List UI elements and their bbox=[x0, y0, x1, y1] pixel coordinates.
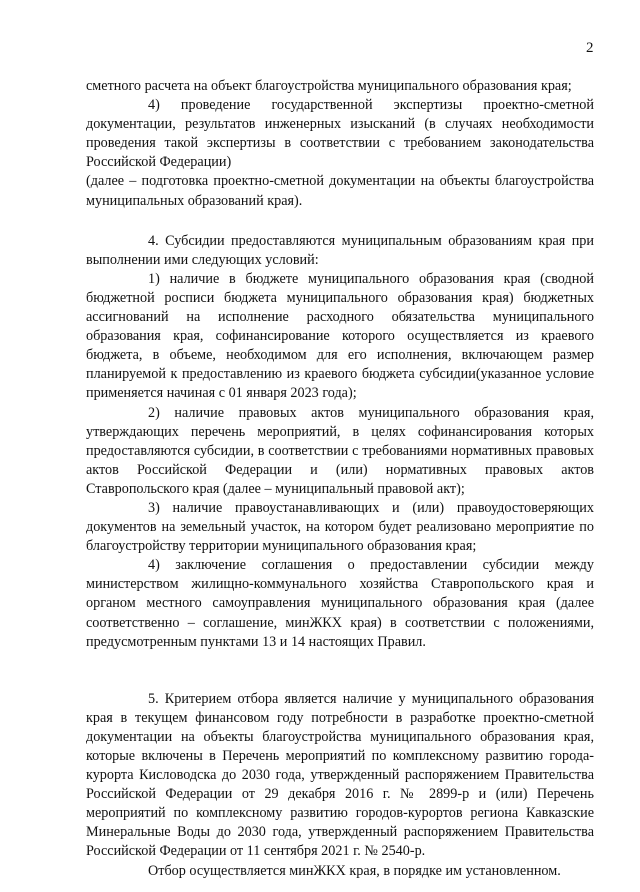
paragraph: сметного расчета на объект благоустройства муниципального образования края; bbox=[86, 78, 572, 94]
paragraph-gap bbox=[86, 211, 594, 232]
document-body bbox=[86, 77, 594, 881]
paragraph: (далее – подготовка проектно-сметной документации на объекты благоустройства муниципальных образований края). bbox=[86, 173, 594, 209]
paragraph: 4) проведение государственной экспертизы проектно-сметной документации, результатов инженерных изысканий (в случаях необходимости проведения такой экспертизы в соответствии с требованием законодательства Российской Федерации) bbox=[86, 97, 594, 171]
paragraph: 2) наличие правовых актов муниципального образования края, утверждающих перечень мероприятий, в целях софинансирования которых предоставляются субсидии, в соответствии с требованиями нормативных правовых актов Российской Федерации и (или) нормативных правовых актов Ставропольского края (далее – муниципальный правовой акт); bbox=[86, 404, 594, 497]
paragraph-gap bbox=[86, 652, 594, 690]
paragraph: Отбор осуществляется минЖКХ края, в порядке им установленном. bbox=[148, 862, 561, 879]
paragraph: 5. Критерием отбора является наличие у муниципального образования края в текущем финансовом году потребности в разработке проектно-сметной документации на объекты благоустройства муниципального образования края, которые включены в Перечень мероприятий по комплексному развитию города-курорта Кисловодска до 2030 года, утвержденный распоряжением Правительства Российской Федерации от 29 декабря 2016 г. № 2899-р и (или) Перечень мероприятий по комплексному развитию городов-курортов региона Кавказские Минеральные Воды до 2030 года, утвержденный распоряжением Правительства Российской Федерации от 11 сентября 2021 г. № 2540-р. bbox=[86, 690, 594, 860]
paragraph: 3) наличие правоустанавливающих и (или) правоудостоверяющих документов на земельный участок, на котором будет реализовано мероприятие по благоустройству территории муниципального образования края; bbox=[86, 499, 594, 555]
paragraph: 4) заключение соглашения о предоставлении субсидии между министерством жилищно-коммунального хозяйства Ставропольского края и органом местного самоуправления муниципального образования края (далее соответственно – соглашение, минЖКХ края) в соответствии с положениями, предусмотренным пунктами 13 и 14 настоящих Правил. bbox=[86, 557, 594, 650]
paragraph: 1) наличие в бюджете муниципального образования края (сводной бюджетной росписи бюджета муниципального образования края) бюджетных ассигнований на исполнение расходного обязательства муниципального образования края, софинансирование которого осуществляется из краевого бюджета, в объеме, необходимом для его исполнения, включающем размер планируемой к предоставлению из краевого бюджета субсидии(указанное условие применяется начиная с 01 января 2023 года); bbox=[86, 270, 594, 402]
page-number: 2 bbox=[586, 40, 594, 56]
paragraph: 4. Субсидии предоставляются муниципальным образованиям края при выполнении ими следующих условий: bbox=[86, 232, 594, 268]
